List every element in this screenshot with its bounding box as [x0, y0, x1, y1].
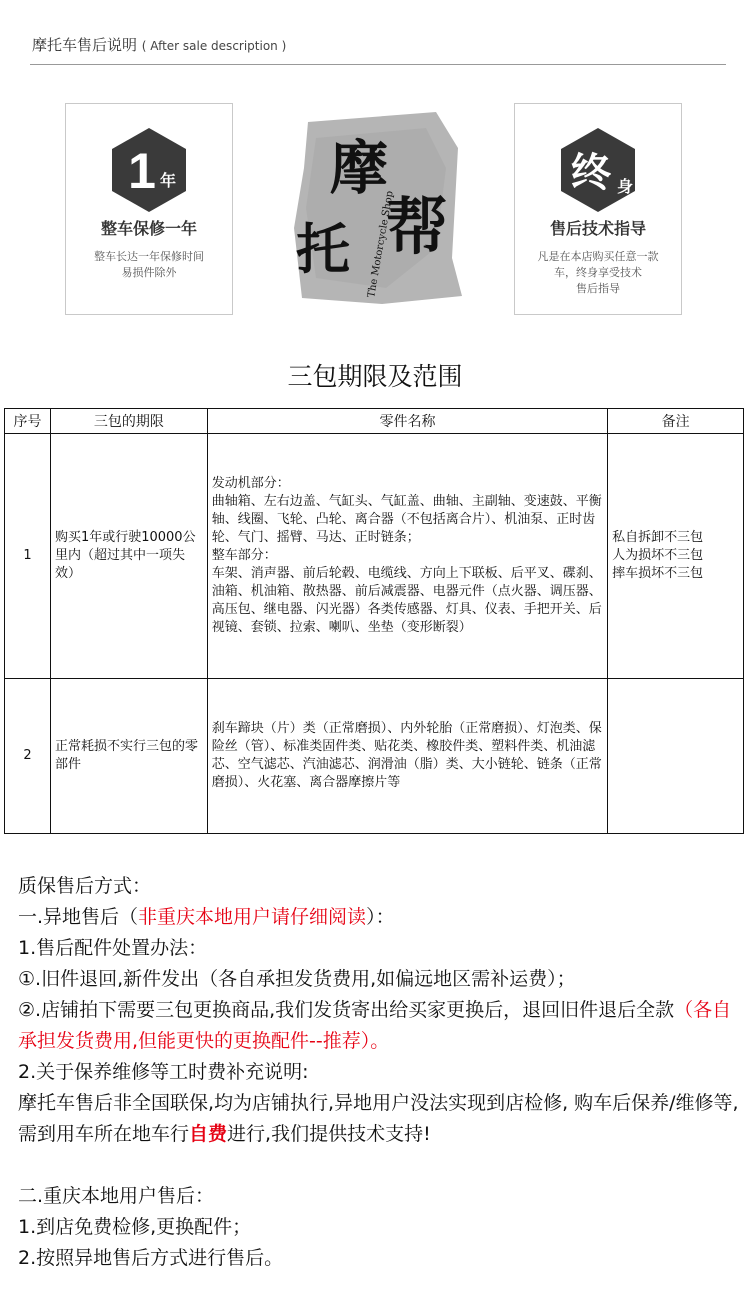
header-title: 摩托车售后说明 — [32, 36, 138, 54]
card-desc-line: 车，终身享受技术 — [554, 266, 642, 279]
logo-char: 托 — [296, 217, 350, 281]
badge-unit: 年 — [159, 171, 177, 190]
card-desc-line: 售后指导 — [576, 282, 620, 295]
info-line: ①.旧件退回,新件发出（各自承担发货费用,如偏远地区需补运费）； — [18, 968, 576, 990]
info-line: 2.按照异地售后方式进行售后。 — [18, 1247, 284, 1269]
page-header — [30, 30, 726, 65]
column-header: 三包的期限 — [50, 409, 207, 434]
row-number: 1 — [5, 434, 51, 679]
info-highlight: 非重庆本地用户请仔细阅读 — [138, 906, 367, 928]
badge-number: 1 — [128, 143, 156, 199]
row-number: 2 — [5, 679, 51, 834]
info-highlight: 自费 — [189, 1123, 228, 1145]
info-text: 进行,我们提供技术支持! — [227, 1123, 431, 1145]
table-row — [5, 679, 744, 834]
logo-char: 摩 — [330, 134, 389, 202]
card-desc-line: 易损件除外 — [121, 266, 177, 279]
card-desc-line: 凡是在本店购买任意一款 — [537, 250, 659, 263]
header-subtitle: ( After sale description ) — [141, 39, 287, 53]
info-line — [18, 902, 740, 933]
column-header: 备注 — [608, 409, 744, 434]
logo-tagline: The Motorcycle Shop — [366, 190, 396, 299]
card-description — [74, 249, 224, 281]
info-text: 一.异地售后（ — [18, 906, 139, 928]
info-text: ②.店铺拍下需要三包更换商品,我们发货寄出给买家更换后，退回旧件退后全款 — [18, 999, 675, 1021]
info-text: 摩托车售后非全国联保,均为店铺执行,异地用户没法实现到店检修, 购车后保养/维修等,需到用车所在地车行 — [18, 1092, 739, 1145]
header-title-row — [32, 34, 286, 55]
parts-list: 刹车蹄块（片）类（正常磨损）、内外轮胎（正常磨损）、灯泡类、保险丝（管）、标准类固件类、贴花类、橡胶件类、塑料件类、机油滤芯、空气滤芯、汽油滤芯、润滑油（脂）类、大小链轮、链条（正常磨损）、火花塞、离合器摩擦片等 — [207, 679, 607, 834]
card-title: 整车保修一年 — [100, 219, 197, 238]
column-header: 序号 — [5, 409, 51, 434]
warranty-period: 购买1年或行驶10000公里内（超过其中一项失效） — [50, 434, 207, 679]
shop-logo — [286, 108, 466, 308]
column-header: 零件名称 — [207, 409, 607, 434]
card-title: 售后技术指导 — [549, 219, 646, 238]
info-line — [18, 995, 740, 1057]
lifetime-badge-icon — [555, 126, 641, 212]
table-row — [5, 434, 744, 679]
remarks: 私自拆卸不三包 人为损坏不三包 摔车损坏不三包 — [608, 434, 744, 679]
card-desc-line: 整车长达一年保修时间 — [94, 250, 204, 263]
info-line: 2.关于保养维修等工时费补充说明: — [18, 1061, 309, 1083]
info-line: 二.重庆本地用户售后： — [18, 1185, 215, 1207]
warranty-table — [4, 408, 744, 834]
logo-char: 帮 — [386, 190, 449, 263]
info-line: 1.到店免费检修,更换配件； — [18, 1216, 252, 1238]
badge-unit: 身 — [616, 177, 634, 196]
lifetime-support-card — [514, 103, 682, 315]
badge-char: 终 — [571, 150, 611, 196]
info-line: 质保售后方式： — [18, 875, 152, 897]
info-line: 1.售后配件处置办法： — [18, 937, 208, 959]
warranty-one-year-card — [65, 103, 233, 315]
table-header-row — [5, 409, 744, 434]
remarks — [608, 679, 744, 834]
card-description — [523, 249, 673, 297]
parts-list: 发动机部分： 曲轴箱、左右边盖、气缸头、气缸盖、曲轴、主副轴、变速鼓、平衡轴、线圈、飞轮、凸轮、离合器（不包括离合片）、机油泵、正时齿轮、气门、摇臂、马达、正时链条； 整车部分： 车架、消声器、前后轮毂、电缆线、方向上下联板、后平叉、碟刹、油箱、机油箱、散热器、前后减震器、电器元件（点火器、调压器、高压包、继电器、闪光器）各类传感器、灯具、仪表、手把开关、后视镜、套锁、拉索、喇叭、坐垫（变形断裂） — [207, 434, 607, 679]
warranty-period: 正常耗损不实行三包的零部件 — [50, 679, 207, 834]
spacer — [18, 1150, 740, 1181]
info-text: ）： — [366, 906, 395, 928]
info-highlight: （各自承担发货费用,但能更快的更换配件--推荐）。 — [18, 999, 732, 1052]
after-sale-info — [18, 871, 740, 1274]
info-line — [18, 1088, 740, 1150]
one-year-badge-icon — [106, 126, 192, 212]
section-title: 三包期限及范围 — [287, 362, 463, 391]
